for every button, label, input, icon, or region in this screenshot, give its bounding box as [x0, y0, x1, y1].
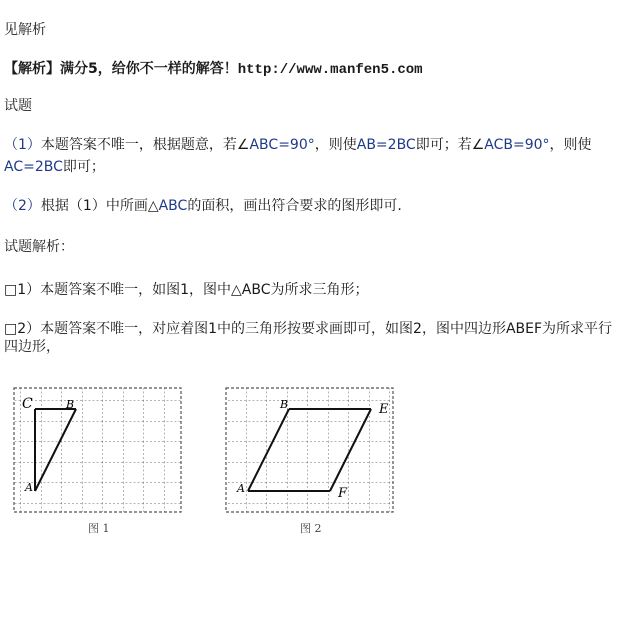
- promo-line: [4, 60, 423, 79]
- figure-1-caption: 图 1: [88, 522, 110, 535]
- figure-2-label-e: E: [379, 402, 389, 417]
- figure-1-grid: [14, 388, 181, 512]
- figure-2-label-a: A: [237, 482, 245, 495]
- q1-angle-acb: ACB=90°: [484, 137, 550, 153]
- analysis-part-1: □1）本题答案不唯一，如图1，图中△ABC为所求三角形；: [4, 282, 369, 298]
- section-question-heading: 试题: [4, 98, 32, 114]
- answer-title: 见解析: [4, 22, 46, 38]
- analysis-part-2: □2）本题答案不唯一，对应着图1中的三角形按要求画即可，如图2，图中四边形ABEF为所求平行四边形，: [4, 321, 613, 355]
- figure-2-label-f: F: [338, 486, 348, 501]
- figure-2-grid: [226, 388, 393, 512]
- q1-text-d: ，则使: [549, 137, 592, 153]
- q1-text-b: ，则使: [314, 137, 357, 153]
- q2-text-b: 的面积，画出符合要求的图形即可.: [187, 198, 402, 214]
- figure-2: [226, 388, 393, 535]
- q1-cond-ac: AC=2BC: [4, 159, 63, 175]
- q1-text-e: 即可；: [62, 159, 105, 175]
- q2-text-a: 根据（1）中所画△: [40, 198, 159, 214]
- figure-1-label-b: B: [66, 398, 75, 411]
- q1-angle-abc: ABC=90°: [249, 137, 315, 153]
- q2-number: （2）: [4, 198, 41, 214]
- figures: [0, 380, 630, 640]
- section-analysis-heading: 试题解析：: [4, 239, 74, 255]
- figure-2-caption: 图 2: [300, 522, 322, 535]
- figure-1-label-c: C: [22, 396, 33, 412]
- figure-2-label-b: B: [280, 398, 289, 411]
- promo-text: 【解析】满分5，给你不一样的解答！: [4, 61, 238, 77]
- q1-text-c: 即可；若∠: [415, 137, 485, 153]
- figure-1-label-a: A: [25, 481, 33, 494]
- promo-url[interactable]: http://www.manfen5.com: [237, 62, 423, 78]
- figure-1: [14, 388, 181, 535]
- question-part-1: [4, 134, 624, 178]
- q1-text-a: 本题答案不唯一，根据题意，若∠: [40, 137, 250, 153]
- q1-cond-ab: AB=2BC: [356, 137, 416, 153]
- question-part-2: [4, 197, 402, 215]
- q2-triangle: ABC: [158, 198, 188, 214]
- q1-number: （1）: [4, 137, 41, 153]
